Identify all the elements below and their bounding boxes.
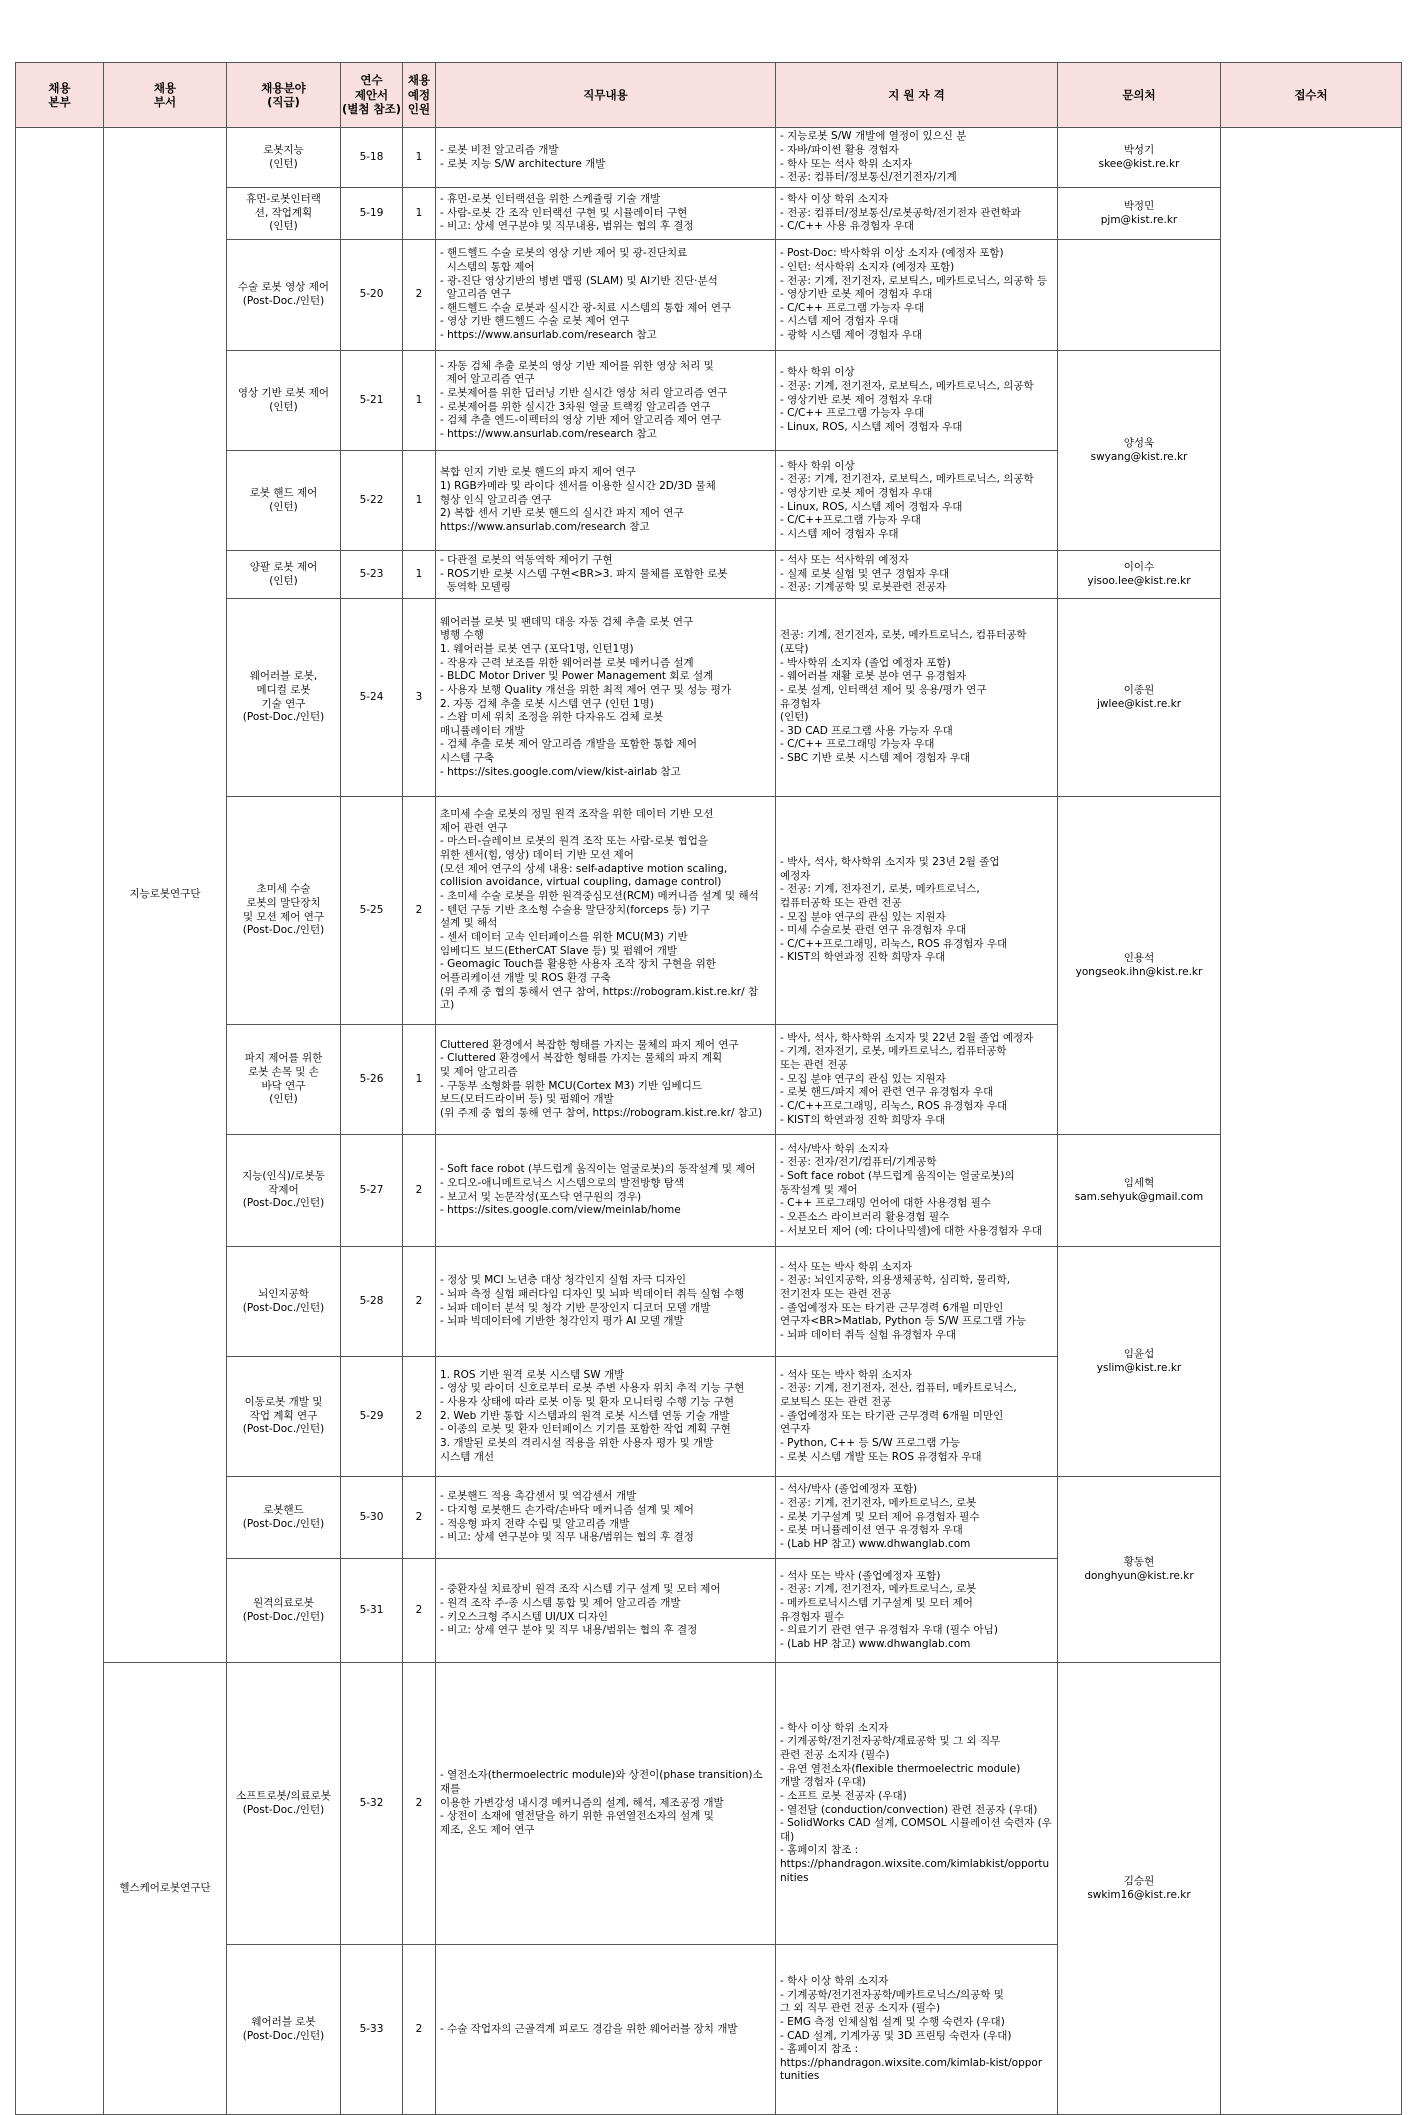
text-line: - 학사 이상 학위 소지자 xyxy=(780,1974,889,1987)
table-row xyxy=(16,128,1402,188)
duty-cell xyxy=(436,451,776,551)
duty-cell xyxy=(436,1025,776,1135)
duty-cell xyxy=(436,797,776,1025)
field-cell: 웨어러블 로봇, 메디컬 로봇 기술 연구 (Post-Doc./인턴) xyxy=(227,599,341,797)
text-line: - 이종의 로봇 및 환자 인터페이스 기기를 포함한 작업 계획 구현 xyxy=(440,1423,731,1436)
header-field: 채용분야 (직급) xyxy=(227,63,341,128)
text-line: (위 주제 중 협의 통해서 연구 참여, https://robogram.kist.re.kr/ 참고) xyxy=(440,985,759,1012)
text-line: - 광-진단 영상기반의 병변 맵핑 (SLAM) 및 AI기반 진단·분석 알고리즘 연구 xyxy=(440,274,718,301)
text-line: - 로봇 비전 알고리즘 개발 xyxy=(440,143,559,156)
duty-cell xyxy=(436,128,776,188)
text-line: - C/C++프로그램 가능자 우대 xyxy=(780,514,921,527)
text-line: - 영상기반 로봇 제어 경험자 우대 xyxy=(780,486,933,499)
duty-cell xyxy=(436,1477,776,1559)
text-line: - 모집 분야 연구의 관심 있는 지원자 xyxy=(780,910,946,923)
text-line: - 석사/박사 (졸업예정자 포함) xyxy=(780,1483,918,1496)
text-line: - BLDC Motor Driver 및 Power Management 회로 설계 xyxy=(440,670,714,683)
text-line: - 오디오-애니메트로닉스 시스템으로의 발전방향 탐색 xyxy=(440,1176,685,1189)
text-line: - 전공: 컴퓨터/정보통신/전기전자/기계 xyxy=(780,171,957,184)
text-line: - C/C++ 사용 유경험자 우대 xyxy=(780,220,915,233)
text-line: - 로봇제어를 위한 딥러닝 기반 실시간 영상 처리 알고리즘 연구 xyxy=(440,386,728,399)
qual-cell xyxy=(776,128,1058,188)
header-dept: 채용 부서 xyxy=(104,63,227,128)
code-cell: 5-24 xyxy=(341,599,403,797)
field-cell: 파지 제어를 위한 로봇 손목 및 손 바닥 연구 (인턴) xyxy=(227,1025,341,1135)
text-line: - 작용자 근력 보조를 위한 웨어러블 로봇 메커니즘 설계 xyxy=(440,656,694,669)
text-line: - 로봇 시스템 개발 또는 ROS 유경험자 우대 xyxy=(780,1450,982,1463)
count-cell: 2 xyxy=(403,1559,436,1663)
qual-cell xyxy=(776,451,1058,551)
text-line: - C/C++ 프로그램 가능자 우대 xyxy=(780,407,925,420)
table-row xyxy=(16,1663,1402,1945)
text-line: - 학사 또는 석사 학위 소지자 xyxy=(780,157,913,170)
text-line: https://www.ansurlab.com/research 참고 xyxy=(440,520,650,533)
contact-cell: 양성욱 swyang@kist.re.kr xyxy=(1058,351,1221,551)
header-row xyxy=(16,63,1402,128)
text-line: - 홈페이지 참조 : https://phandragon.wixsite.com/kimlab-kist/oppor tunities xyxy=(780,2043,1043,2083)
qual-cell xyxy=(776,1663,1058,1945)
count-cell: 2 xyxy=(403,1357,436,1477)
text-line: - 전공: 기계, 전기전자, 로보틱스, 메카트로닉스, 의공학 등 xyxy=(780,274,1048,287)
text-line: - 박사학위 소지자 (졸업 예정자 포함) xyxy=(780,656,951,669)
code-cell: 5-19 xyxy=(341,188,403,240)
text-line: - 기계, 전자전기, 로봇, 메카트로닉스, 컴퓨터공학 또는 관련 전공 xyxy=(780,1045,1007,1072)
text-line: - 전공: 기계, 전기전자, 전산, 컴퓨터, 메카트로닉스, 로보틱스 또는 관련 전공 xyxy=(780,1382,1017,1409)
receipt-cell xyxy=(1221,128,1402,2115)
text-line: - C/C++ 프로그램 가능자 우대 xyxy=(780,301,925,314)
text-line: - 석사/박사 학위 소지자 xyxy=(780,1142,889,1155)
text-line: - C/C++프로그래밍, 리눅스, ROS 유경험자 우대 xyxy=(780,1099,1008,1112)
duty-cell xyxy=(436,1559,776,1663)
code-cell: 5-22 xyxy=(341,451,403,551)
text-line: - 스왑 미세 위치 조정을 위한 다자유도 검체 로봇 매니퓰레이터 개발 xyxy=(440,711,664,737)
text-line: - 졸업예정자 또는 타기관 근무경력 6개월 미만인 연구자<BR>Matlab, Python 등 S/W 프로그램 가능 xyxy=(780,1301,1027,1328)
text-line: - 구동부 소형화를 위한 MCU(Cortex M3) 기반 임베디드 보드(모터드라이버 등) 및 펌웨어 개발 xyxy=(440,1079,702,1106)
text-line: - KIST의 학연과정 진학 희망자 우대 xyxy=(780,951,946,964)
text-line: - 오픈소스 라이브러리 활용경험 필수 xyxy=(780,1210,950,1223)
text-line: - 인턴: 석사학위 소지자 (예정자 포함) xyxy=(780,260,955,273)
text-line: 웨어러블 로봇 및 팬데믹 대응 자동 검체 추출 로봇 연구 xyxy=(440,615,694,628)
dept-cell: 헬스케어로봇연구단 xyxy=(104,1663,227,2115)
code-cell: 5-18 xyxy=(341,128,403,188)
text-line: - 모집 분야 연구의 관심 있는 지원자 xyxy=(780,1072,946,1085)
qual-cell xyxy=(776,1025,1058,1135)
text-line: - 로봇 기구설계 및 모터 제어 유경험자 필수 xyxy=(780,1510,980,1523)
count-cell: 1 xyxy=(403,351,436,451)
qual-cell xyxy=(776,240,1058,351)
text-line: - 로봇 핸드/파지 제어 관련 연구 유경험자 우대 xyxy=(780,1086,994,1099)
text-line: - Geomagic Touch를 활용한 사용자 조작 장치 구현을 위한 어플리케이션 개발 및 ROS 환경 구축 xyxy=(440,958,716,984)
text-line: 복합 인지 기반 로봇 핸드의 파지 제어 연구 xyxy=(440,466,636,479)
text-line: - 사용자 상태에 따라 로봇 이동 및 환자 모니터링 수행 기능 구현 xyxy=(440,1396,735,1409)
text-line: - 뇌파 데이터 분석 및 청각 기반 문장인지 디코더 모델 개발 xyxy=(440,1301,711,1314)
count-cell: 2 xyxy=(403,1247,436,1357)
text-line: - 실제 로봇 실험 및 연구 경험자 우대 xyxy=(780,567,950,580)
count-cell: 2 xyxy=(403,1135,436,1247)
text-line: - 유연 열전소자(flexible thermoelectric module) 개발 경험자 (우대) xyxy=(780,1762,1021,1789)
field-cell: 웨어러블 로봇 (Post-Doc./인턴) xyxy=(227,1945,341,2115)
text-line: - 센서 데이터 고속 인터페이스를 위한 MCU(M3) 기반 임베디드 보드(EtherCAT Slave 등) 및 펌웨어 개발 xyxy=(440,930,688,957)
text-line: - C++ 프로그래밍 언어에 대한 사용경험 필수 xyxy=(780,1197,992,1210)
text-line: - 사용자 보행 Quality 개선을 위한 최적 제어 연구 및 성능 평가 xyxy=(440,683,732,696)
text-line: - 비고: 상세 연구분야 및 직무 내용/범위는 협의 후 결정 xyxy=(440,1531,694,1544)
count-cell: 1 xyxy=(403,128,436,188)
text-line: - 전공: 뇌인지공학, 의용생체공학, 심리학, 물리학, 전기전자 또는 관련 전공 xyxy=(780,1274,1011,1300)
contact-cell: 이이수 yisoo.lee@kist.re.kr xyxy=(1058,551,1221,599)
text-line: - 학사 이상 학위 소지자 xyxy=(780,1721,889,1734)
contact-cell: 김승원 swkim16@kist.re.kr xyxy=(1058,1663,1221,2115)
qual-cell xyxy=(776,188,1058,240)
text-line: - SBC 기반 로봇 시스템 제어 경험자 우대 xyxy=(780,752,971,765)
text-line: - Soft face robot (부드럽게 움직이는 얼굴로봇)의 동작설계 및 제어 xyxy=(780,1170,1015,1196)
text-line: - 뇌파 데이터 취득 실험 유경험자 우대 xyxy=(780,1328,956,1341)
text-line: - https://www.ansurlab.com/research 참고 xyxy=(440,427,657,440)
header-qual: 지 원 자 격 xyxy=(776,63,1058,128)
code-cell: 5-30 xyxy=(341,1477,403,1559)
dept-cell: 지능로봇연구단 xyxy=(104,128,227,1663)
qual-cell xyxy=(776,1559,1058,1663)
text-line: - ROS기반 로봇 시스템 구현<BR>3. 파지 물체를 포함한 로봇 동역학 모델링 xyxy=(440,567,728,594)
text-line: - 석사 또는 석사학위 예정자 xyxy=(780,554,909,567)
text-line: - 시스템 제어 경험자 우대 xyxy=(780,527,899,540)
count-cell: 1 xyxy=(403,188,436,240)
text-line: - 석사 또는 박사 학위 소지자 xyxy=(780,1260,913,1273)
header-receipt: 접수처 xyxy=(1221,63,1402,128)
text-line: - 적응형 파지 전략 수립 및 알고리즘 개발 xyxy=(440,1517,630,1530)
text-line: - 기계공학/전기전자공학/재료공학 및 그 외 직무 관련 전공 소지자 (필수) xyxy=(780,1735,1001,1761)
text-line: 3. 개발된 로봇의 격리시설 적용을 위한 사용자 평가 및 개발 시스템 개선 xyxy=(440,1436,714,1463)
text-line: 1. 웨어러블 로봇 연구 (포닥1명, 인턴1명) xyxy=(440,642,634,655)
text-line: - 전공: 기계공학 및 로봇관련 전공자 xyxy=(780,581,947,594)
field-cell: 원격의료로봇 (Post-Doc./인턴) xyxy=(227,1559,341,1663)
text-line: 2. 자동 검체 추출 로봇 시스템 연구 (인턴 1명) xyxy=(440,697,654,710)
field-cell: 지능(인식)/로봇동 작제어 (Post-Doc./인턴) xyxy=(227,1135,341,1247)
text-line: 1. ROS 기반 원격 로봇 시스템 SW 개발 xyxy=(440,1368,625,1381)
text-line: - Post-Doc: 박사학위 이상 소지자 (예정자 포함) xyxy=(780,247,1004,260)
text-line: - 상전이 소재에 열전달을 하기 위한 유연열전소자의 설계 및 제조, 온도 제어 연구 xyxy=(440,1810,714,1836)
text-line: - 보고서 및 논문작성(포스닥 연구원의 경우) xyxy=(440,1190,642,1203)
code-cell: 5-33 xyxy=(341,1945,403,2115)
text-line: - Cluttered 환경에서 복잡한 형태를 가지는 물체의 파지 계획 및 제어 알고리즘 xyxy=(440,1052,723,1078)
recruitment-table-page xyxy=(15,62,1401,2115)
count-cell: 1 xyxy=(403,551,436,599)
text-line: - KIST의 학연과정 진학 희망자 우대 xyxy=(780,1113,946,1126)
text-line: - 영상기반 로봇 제어 경험자 우대 xyxy=(780,393,933,406)
text-line: - 전공: 전자/전기/컴퓨터/기계공학 xyxy=(780,1156,937,1169)
contact-cell: 이종원 jwlee@kist.re.kr xyxy=(1058,599,1221,797)
field-cell: 휴먼-로봇인터랙 션, 작업계획 (인턴) xyxy=(227,188,341,240)
duty-cell xyxy=(436,1135,776,1247)
text-line: - 다지형 로봇핸드 손가락/손바닥 메커니즘 설계 및 제어 xyxy=(440,1503,694,1516)
text-line: - 3D CAD 프로그램 사용 가능자 우대 xyxy=(780,724,953,737)
text-line: - 자동 검체 추출 로봇의 영상 기반 제어를 위한 영상 처리 및 제어 알고리즘 연구 xyxy=(440,359,714,386)
duty-cell xyxy=(436,240,776,351)
header-duty: 직무내용 xyxy=(436,63,776,128)
field-cell: 수술 로봇 영상 제어 (Post-Doc./인턴) xyxy=(227,240,341,351)
text-line: - Linux, ROS, 시스템 제어 경험자 우대 xyxy=(780,420,963,433)
text-line: - 다관절 로봇의 역동역학 제어기 구현 xyxy=(440,554,613,567)
count-cell: 1 xyxy=(403,1025,436,1135)
text-line: - https://sites.google.com/view/meinlab/home xyxy=(440,1204,681,1217)
text-line: - 휴먼-로봇 인터랙션을 위한 스케쥴링 기술 개발 xyxy=(440,193,661,206)
qual-cell xyxy=(776,351,1058,451)
text-line: - Soft face robot (부드럽게 움직이는 얼굴로봇)의 동작설계 및 제어 xyxy=(440,1163,756,1176)
field-cell: 로봇지능 (인턴) xyxy=(227,128,341,188)
qual-cell xyxy=(776,551,1058,599)
count-cell: 2 xyxy=(403,1477,436,1559)
text-line: - C/C++ 프로그래밍 가능자 우대 xyxy=(780,738,935,751)
text-line: - 의료기기 관련 연구 유경험자 우대 (필수 아님) xyxy=(780,1624,998,1637)
contact-cell: 임세혁 sam.sehyuk@gmail.com xyxy=(1058,1135,1221,1247)
text-line: 2. Web 기반 통합 시스템과의 원격 로봇 시스템 연동 기술 개발 xyxy=(440,1409,730,1422)
field-cell: 초미세 수술 로봇의 말단장치 및 모션 제어 연구 (Post-Doc./인턴) xyxy=(227,797,341,1025)
text-line: - 학사 이상 학위 소지자 xyxy=(780,193,889,206)
count-cell: 2 xyxy=(403,1663,436,1945)
text-line: 1) RGB카메라 및 라이다 센서를 이용한 실시간 2D/3D 물체 형상 인식 알고리즘 연구 xyxy=(440,480,716,506)
text-line: - 비고: 상세 연구 분야 및 직무 내용/범위는 협의 후 결정 xyxy=(440,1624,698,1637)
duty-cell xyxy=(436,188,776,240)
text-line: - 원격 조작 주-종 시스템 통합 및 제어 알고리즘 개발 xyxy=(440,1596,681,1609)
code-cell: 5-29 xyxy=(341,1357,403,1477)
contact-cell: 인용석 yongseok.ihn@kist.re.kr xyxy=(1058,797,1221,1135)
text-line: - 영상 기반 핸드헬드 수술 로봇 제어 연구 xyxy=(440,315,630,328)
text-line: - 정상 및 MCI 노년층 대상 청각인지 실험 자극 디자인 xyxy=(440,1274,687,1287)
header-contact: 문의처 xyxy=(1058,63,1221,128)
text-line: - 영상 및 라이더 신호로부터 로봇 주변 사용자 위치 추적 기능 구현 xyxy=(440,1382,745,1395)
count-cell: 1 xyxy=(403,451,436,551)
contact-cell: 임윤섭 yslim@kist.re.kr xyxy=(1058,1247,1221,1477)
count-cell: 2 xyxy=(403,797,436,1025)
qual-cell xyxy=(776,599,1058,797)
text-line: - (Lab HP 참고) www.dhwanglab.com xyxy=(780,1537,971,1550)
text-line: - https://sites.google.com/view/kist-airlab 참고 xyxy=(440,765,681,778)
qual-cell xyxy=(776,1135,1058,1247)
qual-cell xyxy=(776,1357,1058,1477)
field-cell: 뇌인지공학 (Post-Doc./인턴) xyxy=(227,1247,341,1357)
duty-cell xyxy=(436,1945,776,2115)
text-line: - 뇌파 빅데이터에 기반한 청각인지 평가 AI 모델 개발 xyxy=(440,1315,684,1328)
code-cell: 5-26 xyxy=(341,1025,403,1135)
code-cell: 5-28 xyxy=(341,1247,403,1357)
text-line: 초미세 수술 로봇의 정밀 원격 조작을 위한 데이터 기반 모션 제어 관련 연구 xyxy=(440,808,714,834)
code-cell: 5-27 xyxy=(341,1135,403,1247)
text-line: - 열전소자(thermoelectric module)와 상전이(phase transition)소재를 이용한 가변강성 내시경 메커니즘의 설계, 해석, 제조공정 개발 xyxy=(440,1769,763,1809)
text-line: (인턴) xyxy=(780,711,809,724)
duty-cell xyxy=(436,1663,776,1945)
text-line: - 박사, 석사, 학사학위 소지자 및 22년 2월 졸업 예정자 xyxy=(780,1031,1034,1044)
text-line: - 석사 또는 박사 학위 소지자 xyxy=(780,1368,913,1381)
text-line: - SolidWorks CAD 설계, COMSOL 시뮬레이션 숙련자 (우대) xyxy=(780,1817,1052,1843)
duty-cell xyxy=(436,1357,776,1477)
text-line: - 박사, 석사, 학사학위 소지자 및 23년 2월 졸업 예정자 xyxy=(780,855,1000,882)
text-line: - 지능로봇 S/W 개발에 열정이 있으신 분 xyxy=(780,130,967,143)
text-line: - 학사 학위 이상 xyxy=(780,459,855,472)
field-cell: 양팔 로봇 제어 (인턴) xyxy=(227,551,341,599)
text-line: - 키오스크형 주시스템 UI/UX 디자인 xyxy=(440,1610,609,1623)
text-line: - 핸드헬드 수술 로봇의 영상 기반 제어 및 광-진단치료 시스템의 통합 제어 xyxy=(440,247,688,273)
text-line: - 비고: 상세 연구분야 및 직무내용, 범위는 협의 후 결정 xyxy=(440,220,694,233)
code-cell: 5-32 xyxy=(341,1663,403,1945)
text-line: - 뇌파 측정 실험 패러다임 디자인 및 뇌파 빅데이터 취득 실험 수행 xyxy=(440,1287,745,1300)
text-line: - 로봇 지능 S/W architecture 개발 xyxy=(440,157,606,170)
header-hq: 채용 본부 xyxy=(16,63,104,128)
text-line: - 전공: 기계, 전기전자, 로보틱스, 메카트로닉스, 의공학 xyxy=(780,380,1034,393)
duty-cell xyxy=(436,1247,776,1357)
text-line: - EMG 측정 인체실험 설계 및 수행 숙련자 (우대) xyxy=(780,2015,1005,2028)
text-line: 2) 복합 센서 기반 로봇 핸드의 실시간 파지 제어 연구 xyxy=(440,507,684,520)
text-line: - C/C++프로그래밍, 리눅스, ROS 유경험자 우대 xyxy=(780,937,1008,950)
field-cell: 소프트로봇/의료로봇 (Post-Doc./인턴) xyxy=(227,1663,341,1945)
header-code: 연수 제안서 (별첨 참조) xyxy=(341,63,403,128)
text-line: - 수술 작업자의 근골격계 피로도 경감을 위한 웨어러블 장치 개발 xyxy=(440,2022,738,2035)
header-count: 채용 예정 인원 xyxy=(403,63,436,128)
text-line: - Linux, ROS, 시스템 제어 경험자 우대 xyxy=(780,500,963,513)
text-line: (모션 제어 연구의 상세 내용: self-adaptive motion scaling, collision avoidance, virtual coupling, damage control) xyxy=(440,862,728,889)
code-cell: 5-20 xyxy=(341,240,403,351)
count-cell: 2 xyxy=(403,240,436,351)
duty-cell xyxy=(436,551,776,599)
text-line: - 학사 학위 이상 xyxy=(780,366,855,379)
qual-cell xyxy=(776,1247,1058,1357)
text-line: - 전공: 기계, 전기전자, 로보틱스, 메카트로닉스, 의공학 xyxy=(780,473,1034,486)
text-line: - 졸업예정자 또는 타기관 근무경력 6개월 미만인 연구자 xyxy=(780,1409,1004,1436)
hq-cell xyxy=(16,128,104,2115)
duty-cell xyxy=(436,599,776,797)
text-line: - 검체 추출 엔드-이펙터의 영상 기반 제어 알고리즘 제어 연구 xyxy=(440,414,722,427)
field-cell: 로봇 핸드 제어 (인턴) xyxy=(227,451,341,551)
text-line: - 전공: 컴퓨터/정보통신/로봇공학/전기전자 관련학과 xyxy=(780,206,1021,219)
text-line: - https://www.ansurlab.com/research 참고 xyxy=(440,329,657,342)
text-line: - 미세 수술로봇 관련 연구 유경험자 우대 xyxy=(780,924,967,937)
qual-cell xyxy=(776,1477,1058,1559)
duty-cell xyxy=(436,351,776,451)
text-line: - 마스터-슬레이브 로봇의 원격 조작 또는 사람-로봇 협업을 위한 센서(힘, 영상) 데이터 기반 모션 제어 xyxy=(440,835,709,862)
text-line: - 홈페이지 참조 : https://phandragon.wixsite.com/kimlabkist/opportunities xyxy=(780,1844,1050,1884)
qual-cell xyxy=(776,797,1058,1025)
text-line: - 열전달 (conduction/convection) 관련 전공자 (우대) xyxy=(780,1803,1038,1816)
text-line: - 시스템 제어 경험자 우대 xyxy=(780,315,899,328)
text-line: - 전공: 기계, 전기전자, 메카트로닉스, 로봇 xyxy=(780,1497,977,1510)
text-line: - 소프트 로봇 전공자 (우대) xyxy=(780,1789,907,1802)
text-line: - 초미세 수술 로봇을 위한 원격중심모션(RCM) 메커니즘 설계 및 해석 xyxy=(440,890,759,903)
contact-cell: 박정민 pjm@kist.re.kr xyxy=(1058,188,1221,240)
count-cell: 3 xyxy=(403,599,436,797)
text-line: - 사람-로봇 간 조작 인터랙션 구현 및 시뮬레이터 구현 xyxy=(440,206,688,219)
text-line: - 기계공학/전기전자공학/메카트로닉스/의공학 및 그 외 직무 관련 전공 소지자 (필수) xyxy=(780,1988,1004,2015)
text-line: Cluttered 환경에서 복잡한 형태를 가지는 물체의 파지 제어 연구 xyxy=(440,1038,739,1051)
text-line: 전공: 기계, 전기전자, 로봇, 메카트로닉스, 컴퓨터공학 (포닥) xyxy=(780,629,1027,655)
text-line: - 서보모터 제어 (예: 다이나믹셀)에 대한 사용경험자 우대 xyxy=(780,1224,1043,1237)
text-line: - (Lab HP 참고) www.dhwanglab.com xyxy=(780,1637,971,1650)
code-cell: 5-31 xyxy=(341,1559,403,1663)
contact-cell: 황동현 donghyun@kist.re.kr xyxy=(1058,1477,1221,1663)
qual-cell xyxy=(776,1945,1058,2115)
text-line: - 로봇 설계, 인터랙션 제어 및 응용/평가 연구 유경험자 xyxy=(780,683,987,710)
text-line: - 핸드헬드 수술 로봇과 실시간 광-치료 시스템의 통합 제어 연구 xyxy=(440,301,732,314)
text-line: - 전공: 기계, 전자전기, 로봇, 메카트로닉스, 컴퓨터공학 또는 관련 전공 xyxy=(780,883,980,909)
text-line: - 텐던 구동 기반 초소형 수술용 말단장치(forceps 등) 기구 설계 및 해석 xyxy=(440,903,710,930)
code-cell: 5-25 xyxy=(341,797,403,1025)
text-line: - 영상기반 로봇 제어 경험자 우대 xyxy=(780,288,933,301)
recruitment-table xyxy=(15,62,1402,2115)
text-line: - 웨어러블 재활 로봇 분야 연구 유경험자 xyxy=(780,670,967,683)
contact-cell: 박성기 skee@kist.re.kr xyxy=(1058,128,1221,188)
text-line: - 중환자실 치료장비 원격 조작 시스템 기구 설계 및 모터 제어 xyxy=(440,1583,721,1596)
text-line: - 로봇제어를 위한 실시간 3차원 얼굴 트랙킹 알고리즘 연구 xyxy=(440,400,711,413)
text-line: - 검체 추출 로봇 제어 알고리즘 개발을 포함한 통합 제어 시스템 구축 xyxy=(440,738,697,765)
text-line: (위 주제 중 협의 통해 연구 참여, https://robogram.kist.re.kr/ 참고) xyxy=(440,1106,763,1119)
field-cell: 영상 기반 로봇 제어 (인턴) xyxy=(227,351,341,451)
count-cell: 2 xyxy=(403,1945,436,2115)
text-line: - 광학 시스템 제어 경험자 우대 xyxy=(780,329,923,342)
code-cell: 5-21 xyxy=(341,351,403,451)
text-line: - 로봇 머니퓰레이션 연구 유경험자 우대 xyxy=(780,1524,963,1537)
text-line: - 메카트로닉시스템 기구설계 및 모터 제어 유경험자 필수 xyxy=(780,1596,973,1623)
code-cell: 5-23 xyxy=(341,551,403,599)
text-line: - Python, C++ 등 S/W 프로그램 가능 xyxy=(780,1436,961,1449)
field-cell: 이동로봇 개발 및 작업 계획 연구 (Post-Doc./인턴) xyxy=(227,1357,341,1477)
text-line: - 자바/파이썬 활용 경험자 xyxy=(780,143,899,156)
contact-cell xyxy=(1058,240,1221,351)
field-cell: 로봇핸드 (Post-Doc./인턴) xyxy=(227,1477,341,1559)
text-line: 병행 수행 xyxy=(440,629,484,642)
text-line: - 전공: 기계, 전기전자, 메카트로닉스, 로봇 xyxy=(780,1583,977,1596)
text-line: - 로봇핸드 적용 촉감센서 및 역감센서 개발 xyxy=(440,1490,637,1503)
text-line: - CAD 설계, 기계가공 및 3D 프린팅 숙련자 (우대) xyxy=(780,2029,1012,2042)
text-line: - 석사 또는 박사 (졸업예정자 포함) xyxy=(780,1569,941,1582)
